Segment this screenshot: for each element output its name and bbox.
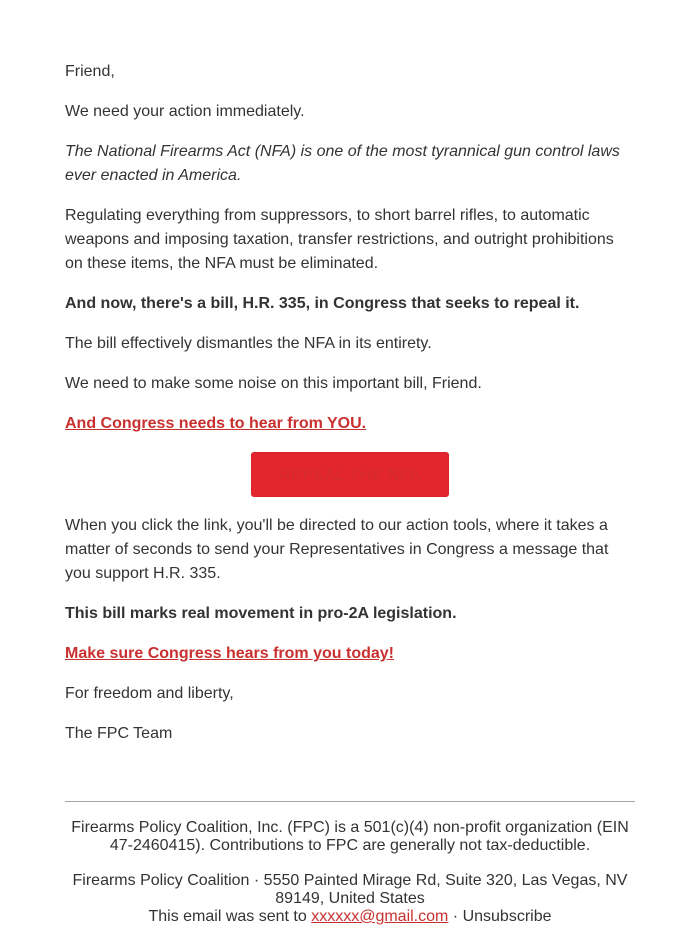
congress-hear-link[interactable]: And Congress needs to hear from YOU. [65, 415, 367, 432]
cta-button-container [65, 452, 635, 498]
footer-address: Firearms Policy Coalition · 5550 Painted Mirage Rd, Suite 320, Las Vegas, NV 89149, United States [72, 872, 628, 907]
closing: For freedom and liberty, [65, 685, 234, 702]
cta-link-container-2 [65, 642, 635, 666]
unsubscribe-link[interactable]: Unsubscribe [462, 908, 552, 925]
footer-divider [65, 801, 635, 802]
signature: The FPC Team [65, 725, 173, 742]
cta-link-container [65, 412, 635, 436]
email-content [65, 60, 635, 762]
footer-disclaimer: Firearms Policy Coalition, Inc. (FPC) is a 501(c)(4) non-profit organization (EIN 47-2460415). Contributions to FPC are generally not tax-deductible. [71, 819, 629, 854]
paragraph-action-tools: When you click the link, you'll be directed to our action tools, where it takes a matter of seconds to send your Representatives in Congress a message that you support H.R. 335. [65, 517, 609, 582]
congress-hears-today-link[interactable]: Make sure Congress hears from you today! [65, 645, 394, 662]
repeal-nfa-button[interactable]: REPEAL THE NFA [251, 452, 449, 497]
paragraph-nfa-regulation: Regulating everything from suppressors, to short barrel rifles, to automatic weapons and imposing taxation, transfer restrictions, and outright prohibitions on these items, the NFA must be eliminated. [65, 207, 614, 272]
footer-sent-to [65, 908, 635, 926]
recipient-email-link[interactable]: xxxxxx@gmail.com [311, 908, 449, 925]
paragraph-make-noise: We need to make some noise on this important bill, Friend. [65, 375, 482, 392]
paragraph-real-movement: This bill marks real movement in pro-2A legislation. [65, 605, 457, 622]
footer-separator: · [448, 908, 463, 925]
paragraph-bill-announcement: And now, there's a bill, H.R. 335, in Congress that seeks to repeal it. [65, 295, 580, 312]
paragraph-nfa-intro: The National Firearms Act (NFA) is one of the most tyrannical gun control laws ever enacted in America. [65, 143, 620, 184]
email-footer [65, 819, 635, 926]
paragraph-action-needed: We need your action immediately. [65, 103, 305, 120]
sent-to-prefix: This email was sent to [148, 908, 312, 925]
greeting: Friend, [65, 63, 115, 80]
paragraph-bill-effect: The bill effectively dismantles the NFA in its entirety. [65, 335, 432, 352]
